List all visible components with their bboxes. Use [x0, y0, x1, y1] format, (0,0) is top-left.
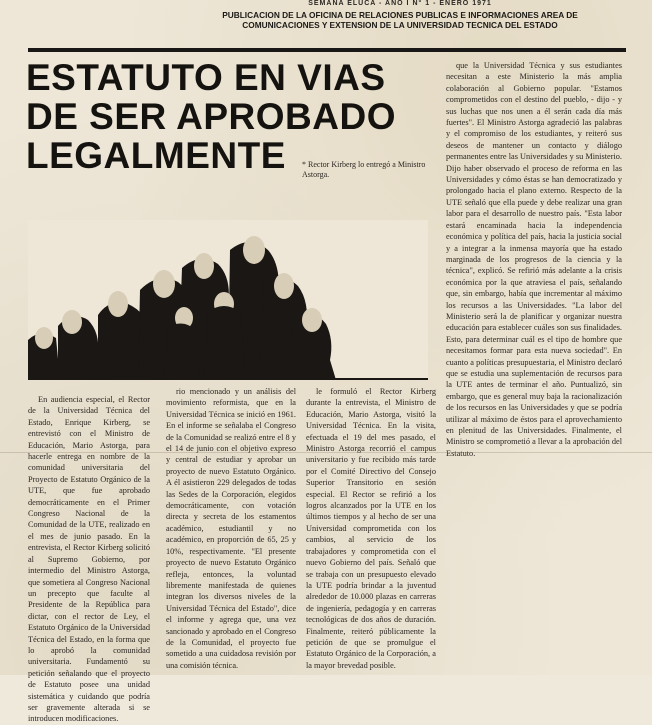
column-2-text: rio mencionado y un análisis del movimiento reformista, que en la Universidad Técnica se inició en 1961. En el informe se señalaba el Congreso de la Comunidad se realizó entre el 8 y el 14 de junio con el objetivo expreso y central de estudiar y aprobar un proyecto de nuevo Estatuto Orgánico. A él asistieron 229 delegados de todas las Sedes de la Corporación, elegidos democráticamente, con votación directa y secreta de los estamentos académico, estudiantil y no académico, en proporción de 65, 25 y 10%, respectivamente. "El presente proyecto de nuevo Estatuto Orgánico refleja, entonces, la voluntad libremente manifestada de quienes integran los diversos niveles de la Universidad Técnica del Estado", dice el informe y agrega que, una vez sancionado y aprobado en el Congreso de la Comunidad, el proyecto fue sometido a una cuidadosa revisión por una comisión técnica. [166, 387, 296, 670]
column-right-text: que la Universidad Técnica y sus estudiantes necesitan a este Ministerio la más amplia colaboración al Gobierno popular. "Estamos comprometidos con el destino del pueblo, - dijo - y sus luchas que nos unen a él serán cada día más fuertes". El Ministro Astorga agradeció las palabras y el compromiso de los estudiantes, y reiteró sus deseos de mantener un contacto y diálogo permanentes entre las Universidades y su Ministerio. Dijo haber observado el proceso de reforma en las Universidades y cómo éstas se han democratizado y prolongado hacia el plano externo. Respecto de la UTE señaló que ella puede y debe realizar una gran labor para el desarrollo de nuestro país. "Esta labor estará encaminada hacia la independencia económica y política del país, hacia la justicia social y a integrar a la inmensa mayoría que ha estado marginada de los progresos de la ciencia y la técnica", explicó. Se refirió más adelante a la crisis económica por la que atraviesa el país, señalando que, sin embargo, había que incrementar al máximo los recursos a las Universidades. "La labor del Ministerio será la de planificar y organizar nuestra educación para establecer cuáles son sus finalidades. Esto, para determinar cuál es el tipo de hombre que necesitamos formar para esta nueva sociedad". En cuanto a políticas presupuestaria, el Ministro declaró que se estudia una suplementación de recursos para la UTE antes de terminar el año. Puntualizó, sin embargo, que es general muy baja la racionalización de los recursos en las Universidades y que se podría utilizar al máximo de éstos para el aprovechamiento en plenitud de las Universidades. Finalmente, el Ministro se comprometió a llevar a la aprobación del Estatuto. [446, 61, 622, 458]
headline: ESTATUTO EN VIAS DE SER APROBADO LEGALMENTE [26, 57, 397, 176]
paper-fold-line [0, 452, 652, 453]
column-3-text: le formuló el Rector Kirberg durante la entrevista, el Ministro de Educación, Mario Astorga, visitó la Universidad Técnica. En la visita, efectuada el 19 del mes pasado, el Ministro Astorga recorrió el campus universitario y fue recibido más tarde por el Comité Directivo del Consejo Superior Transitorio en sesión especial. El Rector se refirió a los logros alcanzados por la UTE en los últimos tiempos y al hecho de ser una Universidad comprometida con los cambios, al servicio de los trabajadores y comprometida con el nuevo Gobierno del país. Señaló que se trabaja con un presupuesto elevado la UTE podría brindar a la juventud alrededor de 10.000 plazas en carreras de ingeniería, pedagogía y en carreras tecnológicas de dos años de duración. Finalmente, reiteró públicamente la petición de que se promulgue el Estatuto Orgánico de la Corporación, a la mayor brevedad posible. [306, 387, 436, 670]
issue-line: SEMANA ELUCA - AÑO I N° 1 - ENERO 1971 [308, 0, 492, 7]
article-column-2 [166, 386, 296, 675]
header-rule [28, 48, 626, 52]
column-1-text: En audiencia especial, el Rector de la Universidad Técnica del Estado, Enrique Kirberg, se entrevistó con el Ministro de Educación, Mario Astorga, para hacerle entrega en nombre de la comunidad universitaria del Proyecto de Estatuto Orgánico de la UTE, que fue aprobado democráticamente en el Primer Congreso Nacional de la Comunidad de la UTE, realizado en el mes de junio pasado. En la entrevista, el Rector Kirberg solicitó al Supremo Gobierno, por intermedio del Ministro Astorga, que sometiera al Congreso Nacional un precepto que faculte al Presidente de la República para dictar, con el rector de Ley, el Estatuto Orgánico de la Universidad Técnica del Estado, en la forma que lo aprobó la comunidad universitaria. Fundamentó su petición señalando que el proyecto de Estatuto posee una unidad sistemática y cuidando que podría ser gravemente alterada si se introducen modificaciones. [28, 395, 150, 724]
article-column-1 [28, 394, 150, 724]
masthead: PUBLICACION DE LA OFICINA DE RELACIONES PUBLICAS E INFORMACIONES AREA DE COMUNICACIONES Y EXTENSION DE LA UNIVERSIDAD TECNICA DEL ESTADO [222, 10, 578, 30]
deck-subtitle: * Rector Kirberg lo entregó a Ministro Astorga. [302, 160, 426, 179]
article-column-right [446, 60, 622, 675]
photo-group-of-men [28, 220, 428, 380]
article-column-3 [306, 386, 436, 675]
